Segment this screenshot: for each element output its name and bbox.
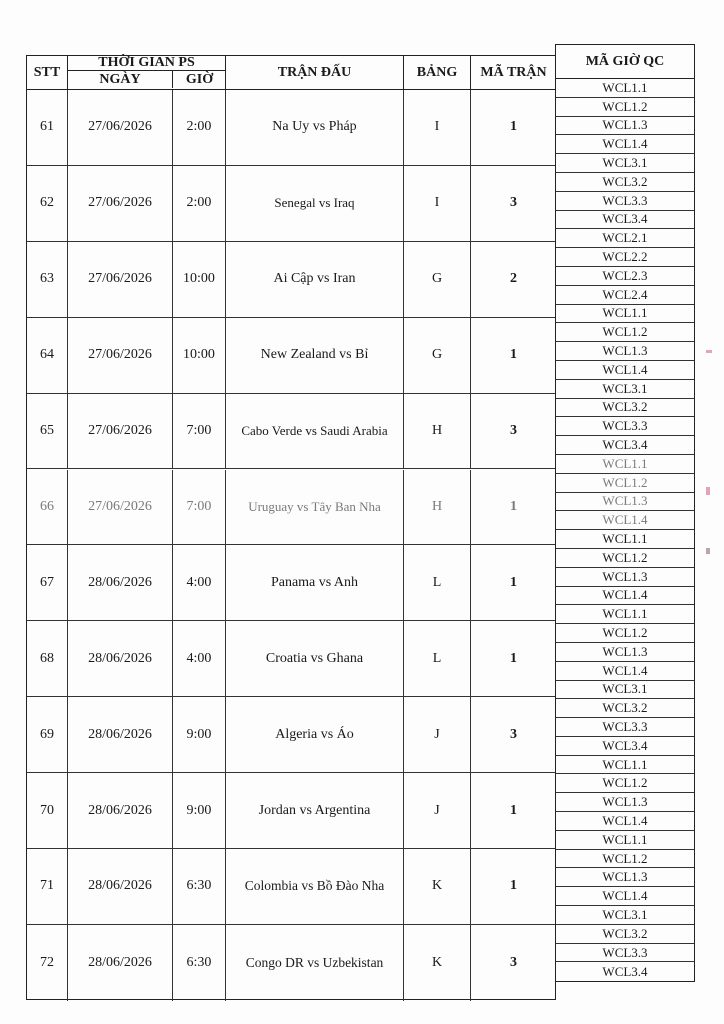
table-row [27,545,555,621]
cell-gio: 9:00 [173,773,226,848]
qc-code: WCL3.2 [556,173,694,192]
cell-ma-tran: 1 [510,878,517,894]
header-stt: STT [27,56,68,89]
cell-stt: 62 [27,166,68,241]
qc-code: WCL3.3 [556,192,694,211]
qc-code: WCL1.3 [556,868,694,887]
cell-ngay: 27/06/2026 [68,242,173,317]
header-ma-gio-qc: MÃ GIỜ QC [555,44,695,79]
cell-ma-tran: 1 [510,347,517,363]
ma-gio-qc-column [555,78,695,982]
qc-code: WCL3.2 [556,399,694,418]
cell-ngay: 27/06/2026 [68,90,173,165]
cell-ngay: 28/06/2026 [68,773,173,848]
cell-ma-tran: 3 [510,726,517,742]
qc-code: WCL3.1 [556,154,694,173]
qc-code: WCL1.1 [556,305,694,324]
table-row [27,849,555,925]
cell-stt: 66 [27,470,68,545]
cell-stt: 68 [27,621,68,696]
cell-bang: G [404,242,471,317]
qc-code: WCL3.4 [602,963,648,979]
qc-code: WCL3.3 [556,944,694,963]
cell-ngay: 27/06/2026 [68,166,173,241]
cell-bang: L [404,545,471,620]
cell-ngay: 27/06/2026 [68,318,173,393]
qc-code: WCL1.2 [556,323,694,342]
qc-code: WCL3.4 [556,211,694,230]
cell-tran-dau: Algeria vs Áo [226,697,404,772]
cell-stt: 61 [27,90,68,165]
cell-stt: 65 [27,394,68,469]
qc-code: WCL1.2 [556,98,694,117]
cell-ngay: 28/06/2026 [68,545,173,620]
cell-stt: 69 [27,697,68,772]
scan-mark [706,548,710,554]
qc-code: WCL1.1 [556,530,694,549]
table-header [27,56,555,90]
cell-ma-tran: 1 [510,650,517,666]
header-gio: GIỜ [185,71,214,87]
qc-code: WCL1.3 [556,117,694,136]
qc-code: WCL1.2 [556,624,694,643]
qc-code: WCL1.2 [556,474,694,493]
scan-mark [706,350,712,353]
qc-code: WCL1.3 [556,568,694,587]
qc-code: WCL1.3 [556,493,694,512]
cell-gio: 4:00 [173,545,226,620]
table-row [27,621,555,697]
table-row [27,318,555,394]
cell-tran-dau: Colombia vs Bồ Đào Nha [226,849,404,924]
qc-code: WCL1.2 [556,774,694,793]
cell-bang: I [404,166,471,241]
cell-bang: J [404,773,471,848]
qc-code: WCL3.3 [556,417,694,436]
table-row [27,90,555,166]
cell-tran-dau: New Zealand vs Bỉ [226,318,404,393]
cell-gio: 6:30 [173,925,226,1001]
cell-tran-dau: Senegal vs Iraq [226,166,404,241]
qc-code: WCL1.1 [556,79,694,98]
qc-code: WCL1.2 [556,549,694,568]
header-thoi-gian-ps: THỜI GIAN PS [68,56,225,71]
cell-gio: 2:00 [173,90,226,165]
cell-tran-dau: Panama vs Anh [226,545,404,620]
cell-tran-dau: Cabo Verde vs Saudi Arabia [226,394,404,469]
qc-code: WCL3.3 [556,718,694,737]
cell-stt: 70 [27,773,68,848]
header-ma-tran: MÃ TRẬN [480,64,547,80]
header-bang: BẢNG [404,56,471,89]
cell-tran-dau: Ai Cập vs Iran [226,242,404,317]
qc-code: WCL3.1 [556,681,694,700]
table-body [27,90,555,999]
header-ngay: NGÀY [68,71,173,88]
header-thoi-gian-group [68,56,226,89]
cell-tran-dau: Uruguay vs Tây Ban Nha [226,470,404,545]
table-row [27,470,555,546]
qc-code: WCL1.4 [556,662,694,681]
cell-bang: J [404,697,471,772]
qc-code: WCL3.4 [556,737,694,756]
qc-code: WCL3.2 [556,925,694,944]
cell-gio: 7:00 [173,394,226,469]
cell-ngay: 28/06/2026 [68,697,173,772]
cell-ma-tran: 1 [510,119,517,135]
cell-ngay: 28/06/2026 [68,621,173,696]
qc-code: WCL1.3 [556,643,694,662]
qc-code: WCL1.4 [556,587,694,606]
cell-bang: K [404,925,471,1001]
cell-tran-dau: Jordan vs Argentina [226,773,404,848]
qc-code: WCL1.3 [556,342,694,361]
cell-ma-tran: 1 [510,574,517,590]
table-row [27,166,555,242]
table-row [27,773,555,849]
qc-code: WCL1.4 [556,511,694,530]
table-row [27,697,555,773]
cell-bang: I [404,90,471,165]
cell-stt: 72 [27,925,68,1001]
cell-gio: 10:00 [173,242,226,317]
qc-code: WCL1.1 [556,455,694,474]
qc-code: WCL1.4 [556,887,694,906]
cell-stt: 67 [27,545,68,620]
cell-gio: 6:30 [173,849,226,924]
cell-ma-tran: 3 [510,954,517,970]
cell-ngay: 27/06/2026 [68,470,173,545]
qc-code: WCL1.1 [556,831,694,850]
qc-code: WCL2.1 [556,229,694,248]
cell-gio: 10:00 [173,318,226,393]
cell-gio: 7:00 [173,470,226,545]
cell-ngay: 28/06/2026 [68,925,173,1001]
cell-ma-tran: 1 [510,802,517,818]
cell-stt: 71 [27,849,68,924]
header-tran-dau: TRẬN ĐẤU [226,56,404,89]
qc-code: WCL1.4 [556,812,694,831]
cell-ma-tran: 2 [510,271,517,287]
qc-code: WCL1.2 [556,850,694,869]
qc-code: WCL3.4 [556,436,694,455]
cell-ngay: 28/06/2026 [68,849,173,924]
qc-code: WCL2.4 [556,286,694,305]
cell-gio: 9:00 [173,697,226,772]
cell-bang: G [404,318,471,393]
schedule-table [26,55,556,1000]
qc-code: WCL3.2 [556,699,694,718]
table-row [27,242,555,318]
qc-code: WCL3.1 [556,906,694,925]
cell-tran-dau: Congo DR vs Uzbekistan [226,925,404,1001]
qc-code: WCL1.1 [556,756,694,775]
qc-code: WCL2.3 [556,267,694,286]
cell-ma-tran: 3 [510,423,517,439]
cell-stt: 64 [27,318,68,393]
cell-tran-dau: Na Uy vs Pháp [226,90,404,165]
cell-tran-dau: Croatia vs Ghana [226,621,404,696]
cell-gio: 2:00 [173,166,226,241]
cell-ma-tran: 1 [510,498,517,514]
cell-ma-tran: 3 [510,195,517,211]
cell-gio: 4:00 [173,621,226,696]
cell-bang: H [404,470,471,545]
cell-bang: H [404,394,471,469]
qc-code: WCL1.1 [556,605,694,624]
table-row [27,394,555,470]
qc-code: WCL1.3 [556,793,694,812]
qc-code: WCL1.4 [556,135,694,154]
qc-code: WCL1.4 [556,361,694,380]
qc-code: WCL3.1 [556,380,694,399]
table-row [27,925,555,1001]
cell-bang: K [404,849,471,924]
cell-stt: 63 [27,242,68,317]
qc-code: WCL2.2 [556,248,694,267]
cell-bang: L [404,621,471,696]
cell-ngay: 27/06/2026 [68,394,173,469]
scan-mark [706,487,710,495]
